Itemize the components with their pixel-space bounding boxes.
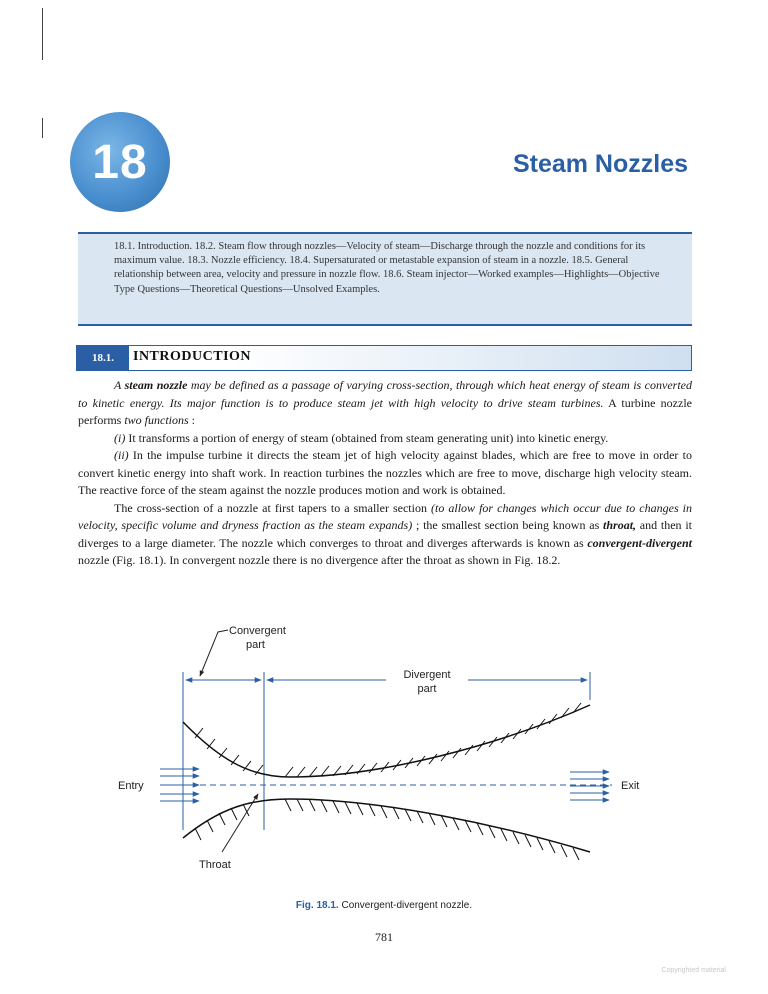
- throat-leader-line: [222, 794, 258, 852]
- copyright-watermark: Copyrighted material: [661, 967, 726, 974]
- paragraph-cross-section: The cross-section of a nozzle at first tapers to a smaller section (to allow for changes which occur due to changes in velocity, specific volume and dryness fraction as the steam expands) ; the smallest section being known as throat, and then it diverges to a large diameter. The nozzle which converges to throat and diverges afterwards is known as convergent-divergent nozzle (Fig. 18.1). In convergent nozzle there is no divergence after the throat as shown in Fig. 18.2.: [78, 500, 692, 567]
- label-entry: Entry: [118, 780, 144, 792]
- label-divergent-line2: part: [417, 683, 437, 695]
- chapter-number: 18: [92, 135, 148, 189]
- chapter-number-badge: [70, 112, 170, 212]
- label-divergent-line1: Divergent: [403, 669, 451, 681]
- margin-line-top: [42, 8, 43, 60]
- paragraph-function-2: (ii) In the impulse turbine it directs the steam jet of high velocity against blades, which are free to move in order to convert kinetic energy into shaft work. In reaction turbines the nozzles which are free to move, discharge high velocity steam. The reactive force of the steam against the nozzle produces motion and work is obtained.: [78, 448, 692, 497]
- chapter-contents-text: 18.1. Introduction. 18.2. Steam flow through nozzles—Velocity of steam—Discharge through the nozzle and conditions for its maximum value. 18.3. Nozzle efficiency. 18.4. Supersaturated or metastable expansion of steam in a nozzle. 18.5. General relationship between area, velocity and pressure in nozzle flow. 18.6. Steam injector—Worked examples—Highlights—Objective Type Questions—Theoretical Questions—Unsolved Examples.: [114, 241, 660, 295]
- chapter-contents-box: [78, 232, 692, 326]
- convergent-leader-line: [200, 630, 228, 676]
- figure-caption: [0, 900, 768, 911]
- label-exit: Exit: [621, 780, 640, 792]
- nozzle-lower-wall: [183, 799, 590, 852]
- label-convergent-line1: Convergent: [229, 625, 286, 637]
- upper-wall-hatching: [195, 703, 581, 777]
- entry-flow-arrows: [160, 769, 199, 801]
- label-convergent-line2: part: [246, 639, 265, 651]
- figure-caption-label: Fig. 18.1.: [295, 900, 339, 911]
- paragraph-function-1: (i) It transforms a portion of energy of steam (obtained from steam generating unit) into kinetic energy.: [114, 430, 609, 445]
- section-number: 18.1.: [77, 346, 129, 370]
- body-text: [78, 377, 692, 570]
- label-throat: Throat: [199, 859, 231, 871]
- lower-wall-hatching: [195, 799, 579, 860]
- margin-line-mid: [42, 118, 43, 138]
- figure-caption-text: Convergent-divergent nozzle.: [338, 900, 473, 911]
- section-title: INTRODUCTION: [133, 349, 252, 364]
- chapter-title: Steam Nozzles: [512, 150, 688, 178]
- nozzle-upper-wall: [183, 705, 590, 777]
- page-number: 781: [375, 930, 393, 944]
- section-heading-bar: [76, 345, 692, 371]
- paragraph-definition: A steam nozzle may be defined as a passage of varying cross-section, through which heat energy of steam is converted to kinetic energy. Its major function is to produce steam jet with high velocity to drive steam turbines. A turbine nozzle performs two functions :: [78, 378, 692, 427]
- exit-flow-arrows: [570, 772, 609, 800]
